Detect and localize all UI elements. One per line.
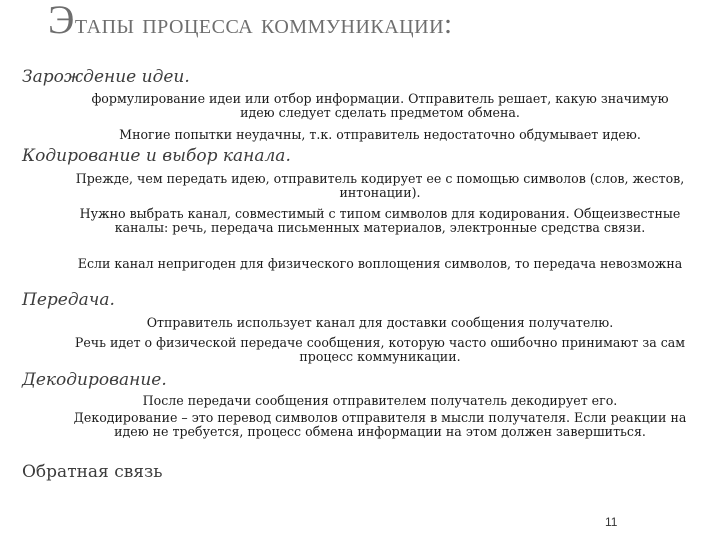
section-paragraph: Отправитель использует канал для доставки сообщения получателю. [146, 315, 614, 330]
section-heading-origin: Зарождение идеи. [22, 67, 190, 87]
slide-title-rest: тапы процесса коммуникации: [74, 8, 453, 40]
slide-title-initial: Э [48, 0, 75, 42]
page-number: 11 [605, 515, 618, 529]
section-paragraph: Декодирование – это перевод символов отправителя в мысли получателя. Если реакции на идею не требуется, процесс обмена информации на этом должен завершиться. [73, 410, 687, 439]
section-paragraph: После передачи сообщения отправителем получатель декодирует его. [142, 393, 618, 408]
section-paragraph: Речь идет о физической передаче сообщения, которую часто ошибочно принимают за сам процесс коммуникации. [74, 335, 686, 364]
section-paragraph: Прежде, чем передать идею, отправитель кодирует ее с помощью символов (слов, жестов, интонации). [75, 171, 685, 200]
section-heading-decoding: Декодирование. [22, 370, 167, 390]
slide-title [48, 0, 453, 44]
section-paragraph: Нужно выбрать канал, совместимый с типом символов для кодирования. Общеизвестные каналы: речь, передача письменных материалов, электронные средства связи. [79, 206, 681, 235]
section-heading-feedback: Обратная связь [22, 462, 163, 482]
section-paragraph: формулирование идеи или отбор информации. Отправитель решает, какую значимую идею следует сделать предметом обмена. [91, 91, 669, 120]
section-heading-transmission: Передача. [22, 290, 115, 310]
section-paragraph: Если канал непригоден для физического воплощения символов, то передача невозможна [77, 256, 683, 271]
section-paragraph: Многие попытки неудачны, т.к. отправитель недостаточно обдумывает идею. [119, 127, 641, 142]
section-heading-encoding: Кодирование и выбор канала. [22, 146, 291, 166]
